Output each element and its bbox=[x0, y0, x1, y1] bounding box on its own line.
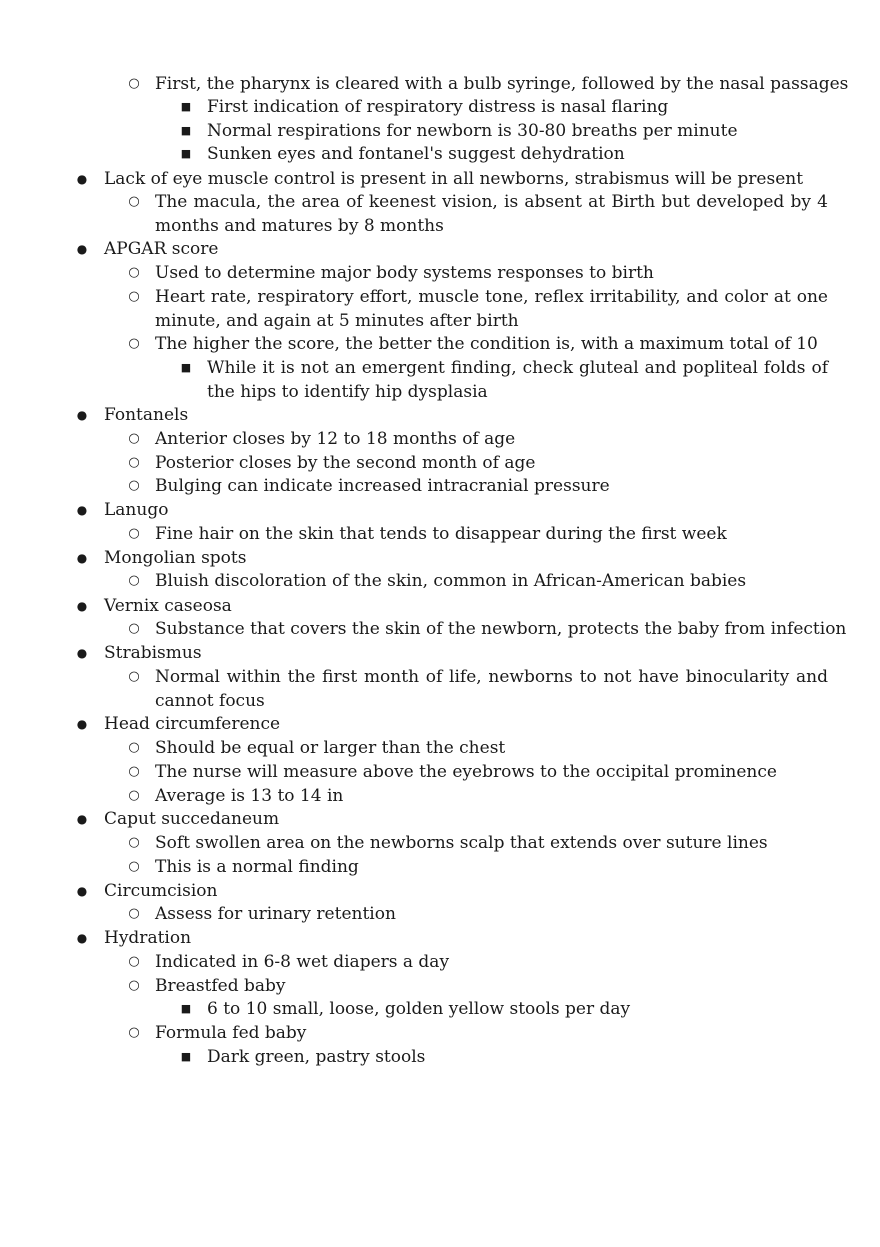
filled-circle-bullet: ● bbox=[76, 646, 88, 660]
square-bullet: ■ bbox=[180, 147, 192, 160]
filled-circle-bullet: ● bbox=[76, 884, 88, 898]
list-item-text: Soft swollen area on the newborns scalp that extends over suture lines bbox=[155, 833, 768, 853]
hollow-circle-bullet: ○ bbox=[128, 431, 140, 446]
list-item-text: First, the pharynx is cleared with a bulb syringe, followed by the nasal passages bbox=[155, 74, 849, 94]
list-item bbox=[0, 665, 828, 713]
list-item-text: Formula fed baby bbox=[155, 1023, 307, 1043]
hollow-circle-bullet: ○ bbox=[128, 478, 140, 493]
list-item-text: Mongolian spots bbox=[104, 548, 247, 568]
list-item-text: Lack of eye muscle control is present in all newborns, strabismus will be present bbox=[104, 169, 804, 189]
hollow-circle-bullet: ○ bbox=[128, 1025, 140, 1040]
list-item-text: The macula, the area of keenest vision, is absent at Birth but developed by 4 months and matures by 8 months bbox=[155, 192, 828, 236]
list-item-text: Posterior closes by the second month of age bbox=[155, 453, 536, 473]
hollow-circle-bullet: ○ bbox=[128, 859, 140, 874]
hollow-circle-bullet: ○ bbox=[128, 194, 140, 209]
list-item-text: Assess for urinary retention bbox=[155, 904, 396, 924]
hollow-circle-bullet: ○ bbox=[128, 764, 140, 779]
hollow-circle-bullet: ○ bbox=[128, 954, 140, 969]
list-item-text: Fontanels bbox=[104, 405, 189, 425]
list-item-text: Normal respirations for newborn is 30-80 breaths per minute bbox=[207, 121, 738, 141]
list-item-text: APGAR score bbox=[104, 239, 219, 259]
list-item-text: Should be equal or larger than the chest bbox=[155, 738, 506, 758]
list-item bbox=[0, 285, 828, 333]
hollow-circle-bullet: ○ bbox=[128, 978, 140, 993]
hollow-circle-bullet: ○ bbox=[128, 526, 140, 541]
list-item-text: Hydration bbox=[104, 928, 192, 948]
hollow-circle-bullet: ○ bbox=[128, 336, 140, 351]
filled-circle-bullet: ● bbox=[76, 812, 88, 826]
filled-circle-bullet: ● bbox=[76, 931, 88, 945]
filled-circle-bullet: ● bbox=[76, 172, 88, 186]
list-item-text: Vernix caseosa bbox=[104, 596, 232, 616]
list-item bbox=[0, 356, 828, 404]
list-item-text: Indicated in 6-8 wet diapers a day bbox=[155, 952, 450, 972]
hollow-circle-bullet: ○ bbox=[128, 455, 140, 470]
hollow-circle-bullet: ○ bbox=[128, 76, 140, 91]
list-item-text: Substance that covers the skin of the newborn, protects the baby from infection bbox=[155, 619, 847, 639]
list-item-text: Circumcision bbox=[104, 881, 218, 901]
list-item-text: This is a normal finding bbox=[155, 857, 359, 877]
list-item-text: Normal within the first month of life, newborns to not have binocularity and cannot focus bbox=[155, 667, 828, 711]
square-bullet: ■ bbox=[180, 361, 192, 374]
list-item-text: Sunken eyes and fontanel's suggest dehydration bbox=[207, 144, 625, 164]
list-item-text: Dark green, pastry stools bbox=[207, 1047, 426, 1067]
list-item bbox=[0, 190, 828, 238]
square-bullet: ■ bbox=[180, 1002, 192, 1015]
list-item-text: Breastfed baby bbox=[155, 976, 286, 996]
list-item-text: The higher the score, the better the condition is, with a maximum total of 10 bbox=[155, 334, 818, 354]
list-item-text: Bluish discoloration of the skin, common in African-American babies bbox=[155, 571, 747, 591]
hollow-circle-bullet: ○ bbox=[128, 835, 140, 850]
filled-circle-bullet: ● bbox=[76, 551, 88, 565]
list-item-text: While it is not an emergent finding, check gluteal and popliteal folds of the hips to identify hip dysplasia bbox=[207, 358, 828, 402]
list-item-text: Anterior closes by 12 to 18 months of age bbox=[155, 429, 516, 449]
list-item-text: Lanugo bbox=[104, 500, 169, 520]
list-item-text: Bulging can indicate increased intracranial pressure bbox=[155, 476, 610, 496]
list-item-text: First indication of respiratory distress is nasal flaring bbox=[207, 97, 669, 117]
square-bullet: ■ bbox=[180, 124, 192, 137]
square-bullet: ■ bbox=[180, 100, 192, 113]
list-item-text: The nurse will measure above the eyebrows to the occipital prominence bbox=[155, 762, 777, 782]
list-item-text: Caput succedaneum bbox=[104, 809, 280, 829]
hollow-circle-bullet: ○ bbox=[128, 906, 140, 921]
list-item-text: Average is 13 to 14 in bbox=[155, 786, 344, 806]
hollow-circle-bullet: ○ bbox=[128, 621, 140, 636]
hollow-circle-bullet: ○ bbox=[128, 788, 140, 803]
list-item-text: 6 to 10 small, loose, golden yellow stools per day bbox=[207, 999, 631, 1019]
filled-circle-bullet: ● bbox=[76, 242, 88, 256]
hollow-circle-bullet: ○ bbox=[128, 740, 140, 755]
filled-circle-bullet: ● bbox=[76, 503, 88, 517]
hollow-circle-bullet: ○ bbox=[128, 669, 140, 684]
filled-circle-bullet: ● bbox=[76, 599, 88, 613]
list-item-text: Used to determine major body systems responses to birth bbox=[155, 263, 654, 283]
list-item-text: Heart rate, respiratory effort, muscle tone, reflex irritability, and color at one minute, and again at 5 minutes after birth bbox=[155, 287, 828, 331]
list-item-text: Head circumference bbox=[104, 714, 281, 734]
hollow-circle-bullet: ○ bbox=[128, 573, 140, 588]
hollow-circle-bullet: ○ bbox=[128, 289, 140, 304]
square-bullet: ■ bbox=[180, 1050, 192, 1063]
list-item-text: Strabismus bbox=[104, 643, 202, 663]
list-item-text: Fine hair on the skin that tends to disappear during the first week bbox=[155, 524, 727, 544]
filled-circle-bullet: ● bbox=[76, 717, 88, 731]
hollow-circle-bullet: ○ bbox=[128, 265, 140, 280]
filled-circle-bullet: ● bbox=[76, 408, 88, 422]
